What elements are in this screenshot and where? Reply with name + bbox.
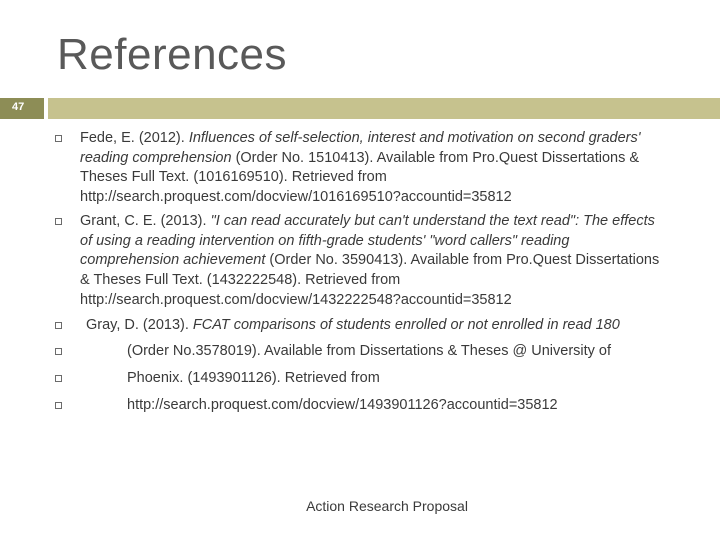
reference-title: "I can read accurately but can't understand the text read": The effects of using a reading intervention on fifth-grade students' "word callers" reading comprehension achievement <box>80 213 655 269</box>
reference-title: FCAT comparisons of students enrolled or not enrolled in read 180 <box>192 317 620 333</box>
bullet-icon <box>55 348 62 355</box>
bullet-icon <box>55 135 62 142</box>
reference-details: (Order No. 1510413). Available from Pro.Quest Dissertations & Theses Full Text. (1016169510). Retrieved from http://search.proquest.com/docview/1016169510?accountid=35812 <box>80 149 640 206</box>
bullet-icon <box>55 218 62 225</box>
reference-continuation-line: http://search.proquest.com/docview/1493901126?accountid=35812 <box>127 397 558 413</box>
bullet-icon <box>55 322 62 329</box>
reference-details: (Order No. 3590413). Available from Pro.Quest Dissertations & Theses Full Text. (1432222548). Retrieved from http://search.proquest.com/docview/1432222548?accountid=35812 <box>80 252 660 308</box>
slide-number: 47 <box>12 101 25 113</box>
reference-item <box>86 316 706 336</box>
reference-author-year: Gray, D. (2013). <box>86 317 193 333</box>
slide-footer: Action Research Proposal <box>306 498 468 514</box>
reference-continuation-line: (Order No.3578019). Available from Dissertations & Theses @ University of <box>127 343 612 359</box>
reference-item <box>80 129 670 208</box>
slide-title: References <box>57 30 288 79</box>
bullet-icon <box>55 375 62 382</box>
reference-title: Influences of self-selection, interest and motivation on second graders' reading comprehension <box>80 130 641 166</box>
slide-number-band <box>0 98 44 119</box>
header-accent-bar <box>48 98 720 119</box>
reference-item <box>80 212 670 311</box>
reference-author-year: Fede, E. (2012). <box>80 130 189 146</box>
reference-continuation-line: Phoenix. (1493901126). Retrieved from <box>127 370 380 386</box>
bullet-icon <box>55 402 62 409</box>
reference-author-year: Grant, C. E. (2013). <box>80 213 211 229</box>
